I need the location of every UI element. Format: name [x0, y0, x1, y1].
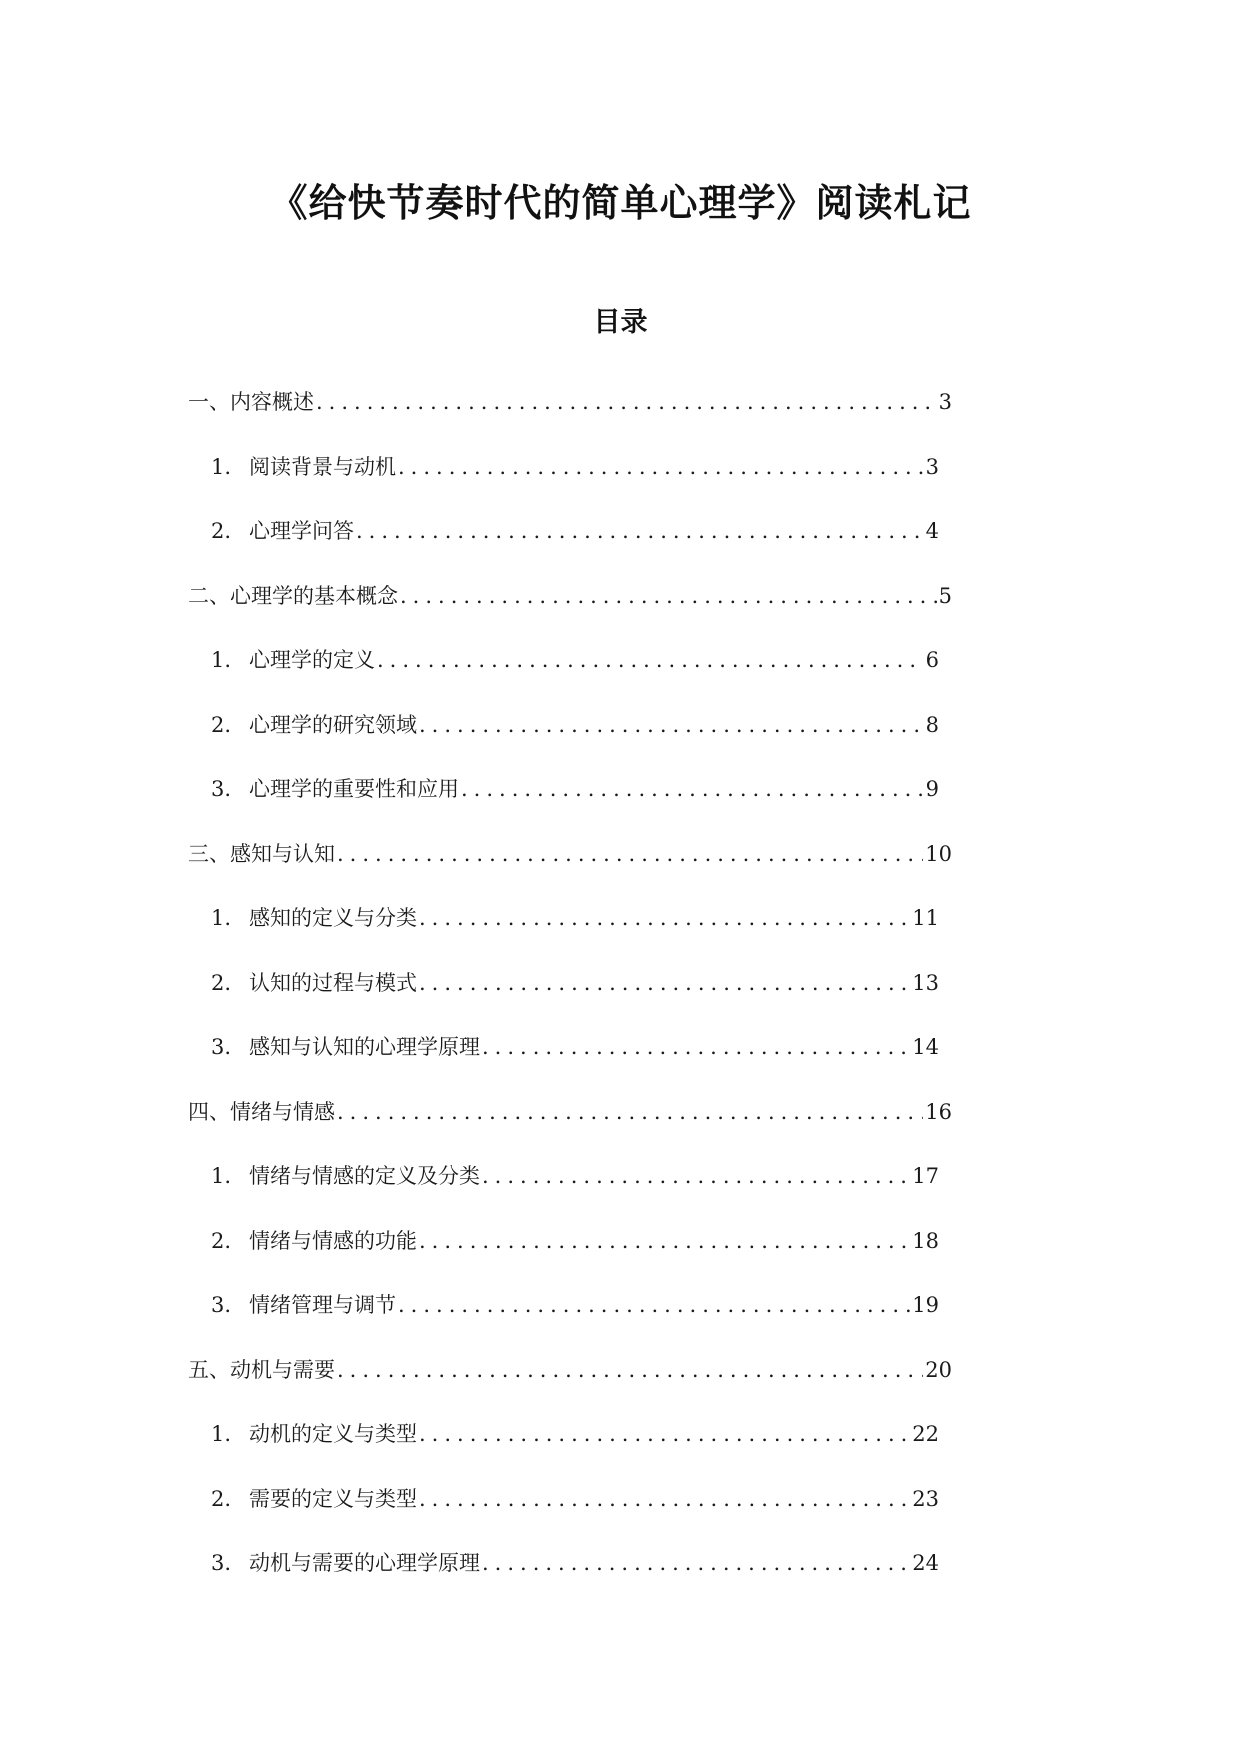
toc-page-number: 3: [925, 455, 939, 479]
toc-entry-section[interactable]: [211, 772, 939, 806]
toc-entry-number: 1.: [211, 1164, 232, 1188]
toc-dot-leader: [482, 1159, 910, 1193]
toc-entry-section[interactable]: [211, 514, 939, 548]
toc-entry-number: 2.: [211, 1487, 232, 1511]
toc-entry-section[interactable]: [211, 1030, 939, 1064]
toc-entry-title: 需要的定义与类型: [249, 1487, 417, 1511]
toc-entry-title: 感知与认知的心理学原理: [249, 1035, 480, 1059]
toc-dot-leader: [419, 1224, 910, 1258]
toc-page-number: 17: [912, 1164, 939, 1188]
toc-page-number: 3: [938, 390, 952, 414]
toc-page-number: 14: [912, 1035, 939, 1059]
toc-entry-section[interactable]: [211, 1159, 939, 1193]
toc-entry-number: 2.: [211, 519, 232, 543]
toc-dot-leader: [419, 966, 910, 1000]
toc-entry-title: 阅读背景与动机: [249, 455, 396, 479]
toc-entry-number: 3.: [211, 1551, 232, 1575]
toc-dot-leader: [419, 1482, 910, 1516]
toc-entry-section[interactable]: [211, 966, 939, 1000]
toc-heading: 目录: [593, 307, 648, 339]
toc-entry-section[interactable]: [211, 901, 939, 935]
toc-entry-title: 心理学问答: [249, 519, 354, 543]
toc-entry-number: 1.: [211, 1422, 232, 1446]
document-title: 《给快节奏时代的简单心理学》阅读札记: [269, 181, 972, 226]
toc-entry-title: 四、情绪与情感: [188, 1100, 335, 1124]
toc-entry-number: 3.: [211, 1035, 232, 1059]
toc-entry-title: 二、心理学的基本概念: [188, 584, 398, 608]
toc-dot-leader: [461, 772, 924, 806]
toc-entry-title: 感知的定义与分类: [249, 906, 417, 930]
toc-dot-leader: [482, 1030, 910, 1064]
toc-dot-leader: [400, 579, 937, 613]
toc-entry-chapter[interactable]: [188, 385, 952, 419]
toc-page-number: 20: [925, 1358, 952, 1382]
toc-dot-leader: [482, 1546, 910, 1580]
toc-entry-section[interactable]: [211, 1482, 939, 1516]
toc-entry-title: 情绪与情感的功能: [249, 1229, 417, 1253]
toc-page-number: 24: [912, 1551, 939, 1575]
toc-entry-section[interactable]: [211, 708, 939, 742]
toc-page-number: 23: [912, 1487, 939, 1511]
toc-entry-title: 心理学的研究领域: [249, 713, 417, 737]
toc-entry-title: 动机与需要的心理学原理: [249, 1551, 480, 1575]
toc-entry-title: 心理学的定义: [249, 648, 375, 672]
toc-dot-leader: [337, 1095, 923, 1129]
toc-dot-leader: [316, 385, 937, 419]
toc-page-number: 13: [912, 971, 939, 995]
toc-page-number: 18: [912, 1229, 939, 1253]
toc-entry-section[interactable]: [211, 1224, 939, 1258]
toc-entry-number: 3.: [211, 777, 232, 801]
toc-entry-chapter[interactable]: [188, 579, 952, 613]
toc-entry-section[interactable]: [211, 643, 939, 677]
toc-entry-section[interactable]: [211, 1417, 939, 1451]
toc-dot-leader: [377, 643, 924, 677]
toc-entry-title: 五、动机与需要: [188, 1358, 335, 1382]
toc-entry-title: 一、内容概述: [188, 390, 314, 414]
toc-page-number: 22: [912, 1422, 939, 1446]
toc-entry-title: 认知的过程与模式: [249, 971, 417, 995]
toc-entry-title: 动机的定义与类型: [249, 1422, 417, 1446]
toc-page-number: 11: [912, 906, 939, 930]
toc-entry-title: 心理学的重要性和应用: [249, 777, 459, 801]
toc-entry-number: 1.: [211, 648, 232, 672]
toc-entry-section[interactable]: [211, 1546, 939, 1580]
toc-entry-number: 2.: [211, 1229, 232, 1253]
toc-page-number: 5: [938, 584, 952, 608]
toc-entry-number: 1.: [211, 906, 232, 930]
toc-entry-number: 3.: [211, 1293, 232, 1317]
toc-page-number: 6: [925, 648, 939, 672]
toc-dot-leader: [419, 1417, 910, 1451]
toc-dot-leader: [419, 901, 910, 935]
toc-dot-leader: [337, 837, 923, 871]
toc-page-number: 9: [925, 777, 939, 801]
toc-entry-title: 三、感知与认知: [188, 842, 335, 866]
toc-entry-chapter[interactable]: [188, 1095, 952, 1129]
toc-page-number: 8: [925, 713, 939, 737]
toc-dot-leader: [398, 450, 924, 484]
toc-page-number: 16: [925, 1100, 952, 1124]
toc-dot-leader: [419, 708, 924, 742]
toc-page-number: 4: [925, 519, 939, 543]
toc-entry-number: 2.: [211, 971, 232, 995]
toc-page-number: 19: [912, 1293, 939, 1317]
toc-entry-chapter[interactable]: [188, 837, 952, 871]
toc-entry-section[interactable]: [211, 1288, 939, 1322]
toc-entry-title: 情绪管理与调节: [249, 1293, 396, 1317]
toc-entry-title: 情绪与情感的定义及分类: [249, 1164, 480, 1188]
toc-entry-number: 1.: [211, 455, 232, 479]
toc-entry-section[interactable]: [211, 450, 939, 484]
toc-dot-leader: [398, 1288, 910, 1322]
toc-entry-number: 2.: [211, 713, 232, 737]
toc-page-number: 10: [925, 842, 952, 866]
toc-entry-chapter[interactable]: [188, 1353, 952, 1387]
toc-dot-leader: [337, 1353, 923, 1387]
toc-dot-leader: [356, 514, 924, 548]
